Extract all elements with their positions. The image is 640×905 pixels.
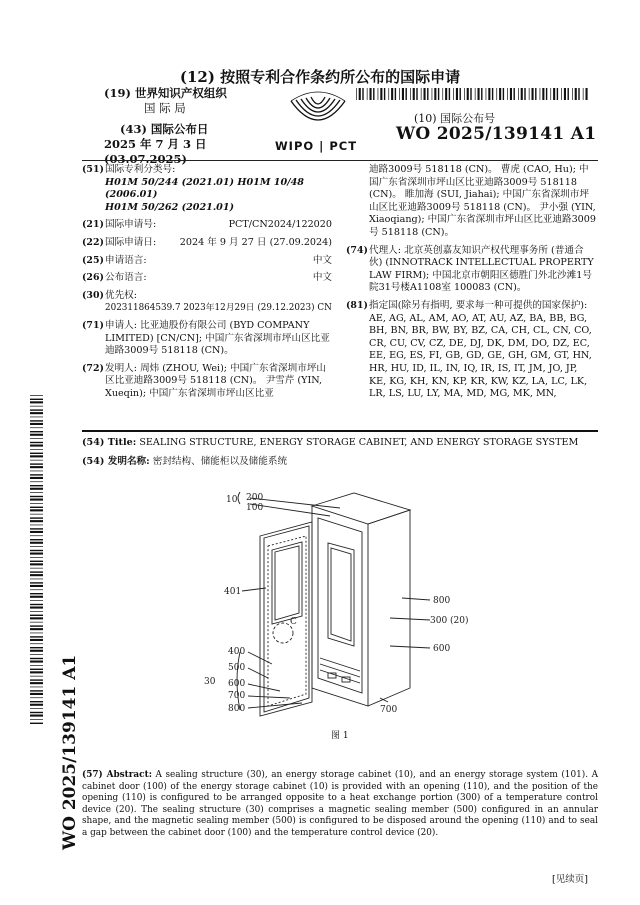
- ref-10: 10: [226, 495, 238, 505]
- ref-500: 500: [228, 663, 246, 673]
- abstract-text: A sealing structure (30), an energy storage cabinet (10), and an energy storage system (101). A cabinet door (100) of the energy storage cabinet (10) is provided with an opening (110), and the position of the opening (110) is configured to be arranged opposite to a heat exchange portion (300) of a temperature control device (20). The sealing structure (30) comprises a magnetic sealing member (500) configured in an annular shape, and the magnetic sealing member (500) is configured to be disposed around the opening (110) and to seal a gap between the cabinet door (100) and the temperature control device (20).: [82, 770, 598, 838]
- field-25: (25) 申请语言: 中文: [82, 254, 332, 266]
- pub-number: WO 2025/139141 A1: [396, 124, 597, 144]
- ref-401: 401: [224, 587, 242, 597]
- field-21: (21) 国际申请号: PCT/CN2024/122020: [82, 219, 332, 231]
- field-22: (22) 国际申请日: 2024 年 9 月 27 日 (27.09.2024): [82, 236, 332, 248]
- barcode-icon: [356, 88, 588, 100]
- ref-100: 100: [246, 503, 264, 513]
- figure-caption: 图 1: [331, 731, 349, 741]
- figure-drawing: [204, 488, 480, 728]
- ref-30: 30: [204, 677, 216, 687]
- ref-300: 300 (20): [430, 616, 469, 626]
- header-left: [104, 86, 274, 167]
- org-line2: 国 际 局: [144, 101, 186, 115]
- ref-700b: 700: [380, 705, 398, 715]
- field-72-cont: 迪路3009号 518118 (CN)。 曹虎 (CAO, Hu); 中国广东省深圳市坪山区比亚迪路3009号 518118 (CN)。 睢加海 (SUI, Jiahai); 中国广东省深圳市坪山区比亚迪路3009号 518118 (CN)。 尹小强 (YIN, Xiaoqiang); 中国广东省深圳市坪山区比亚迪路3009号 518118 (CN)。: [369, 164, 596, 238]
- ref-400: 400: [228, 647, 246, 657]
- ref-700a: 700: [228, 691, 246, 701]
- pub-number-label: (10) 国际公布号: [414, 112, 496, 125]
- ref-200: 200: [246, 493, 264, 503]
- side-pub-number: WO 2025/139141 A1: [60, 654, 80, 850]
- title-zh-label: (54) 发明名称:: [82, 456, 150, 467]
- pub-date: 2025 年 7 月 3 日 (03.07.2025): [104, 137, 207, 166]
- vertical-barcode-icon: [30, 395, 43, 725]
- field-26: (26) 公布语言: 中文: [82, 272, 332, 284]
- ref-800b: 800: [228, 704, 246, 714]
- wipo-pct-text: WIPO | PCT: [275, 139, 358, 153]
- abstract-label: (57) Abstract:: [82, 770, 152, 780]
- pub-date-label: (43) 国际公布日: [120, 122, 209, 136]
- field-30: (30) 优先权: 202311864539.7 2023年12月29日 (29.12.2023) CN: [82, 289, 332, 314]
- header-rule: [82, 160, 598, 161]
- org-line1: (19) 世界知识产权组织: [104, 86, 227, 100]
- document-title: (12) 按照专利合作条约所公布的国际申请: [179, 68, 461, 86]
- ref-600b: 600: [228, 679, 246, 689]
- ref-600a: 600: [433, 644, 451, 654]
- left-column: [82, 164, 332, 406]
- title-en: SEALING STRUCTURE, ENERGY STORAGE CABINET, AND ENERGY STORAGE SYSTEM: [139, 437, 579, 448]
- title-block: [82, 436, 598, 468]
- field-74: (74) 代理人: 北京英创嘉友知识产权代理事务所 (普通合伙) (INNOTRACK INTELLECTUAL PROPERTY LAW FIRM); 中国北京市朝阳区德胜门外北沙滩1号院31号楼A1108室 100083 (CN)。: [346, 244, 594, 294]
- field-51: (51) 国际专利分类号: H01M 50/244 (2021.01) H01M 10/48 (2006.01) H01M 50/262 (2021.01): [82, 164, 304, 213]
- field-81: (81) 指定国(除另有指明, 要求每一种可提供的国家保护): AE, AG, AL, AM, AO, AT, AU, AZ, BA, BB, BG, BH, BN, BR, BW, BY, BZ, CA, CH, CL, CN, CO, CR, CU, CV, CZ, DE, DJ, DK, DM, DO, DZ, EC, EE, EG, ES, FI, GB, GD, GE, GH, GM, GT, HN, HR, HU, ID, IL, IN, IQ, IR, IS, IT, JM, JO, JP, KE, KG, KH, KN, KP, KR, KW, KZ, LA, LC, LK, LR, LS, LU, LY, MA, MD, MG, MK, MN,: [346, 299, 592, 400]
- field-72: (72) 发明人: 周炜 (ZHOU, Wei); 中国广东省深圳市坪山区比亚迪路3009号 518118 (CN)。 尹雪芹 (YIN, Xueqin); 中国广东省深圳市坪山区比亚: [82, 362, 327, 399]
- title-zh: 密封结构、储能柜以及储能系统: [152, 456, 288, 467]
- abstract: [82, 770, 598, 840]
- title-rule: [82, 430, 598, 432]
- ref-800a: 800: [433, 596, 451, 606]
- ref-c: C: [290, 617, 297, 627]
- continued-note: [见续页]: [552, 874, 588, 885]
- title-en-label: (54) Title:: [82, 437, 137, 448]
- field-71: (71) 申请人: 比亚迪股份有限公司 (BYD COMPANY LIMITED) [CN/CN]; 中国广东省深圳市坪山区比亚迪路3009号 518118 (CN)。: [82, 319, 330, 357]
- right-column: [346, 164, 596, 406]
